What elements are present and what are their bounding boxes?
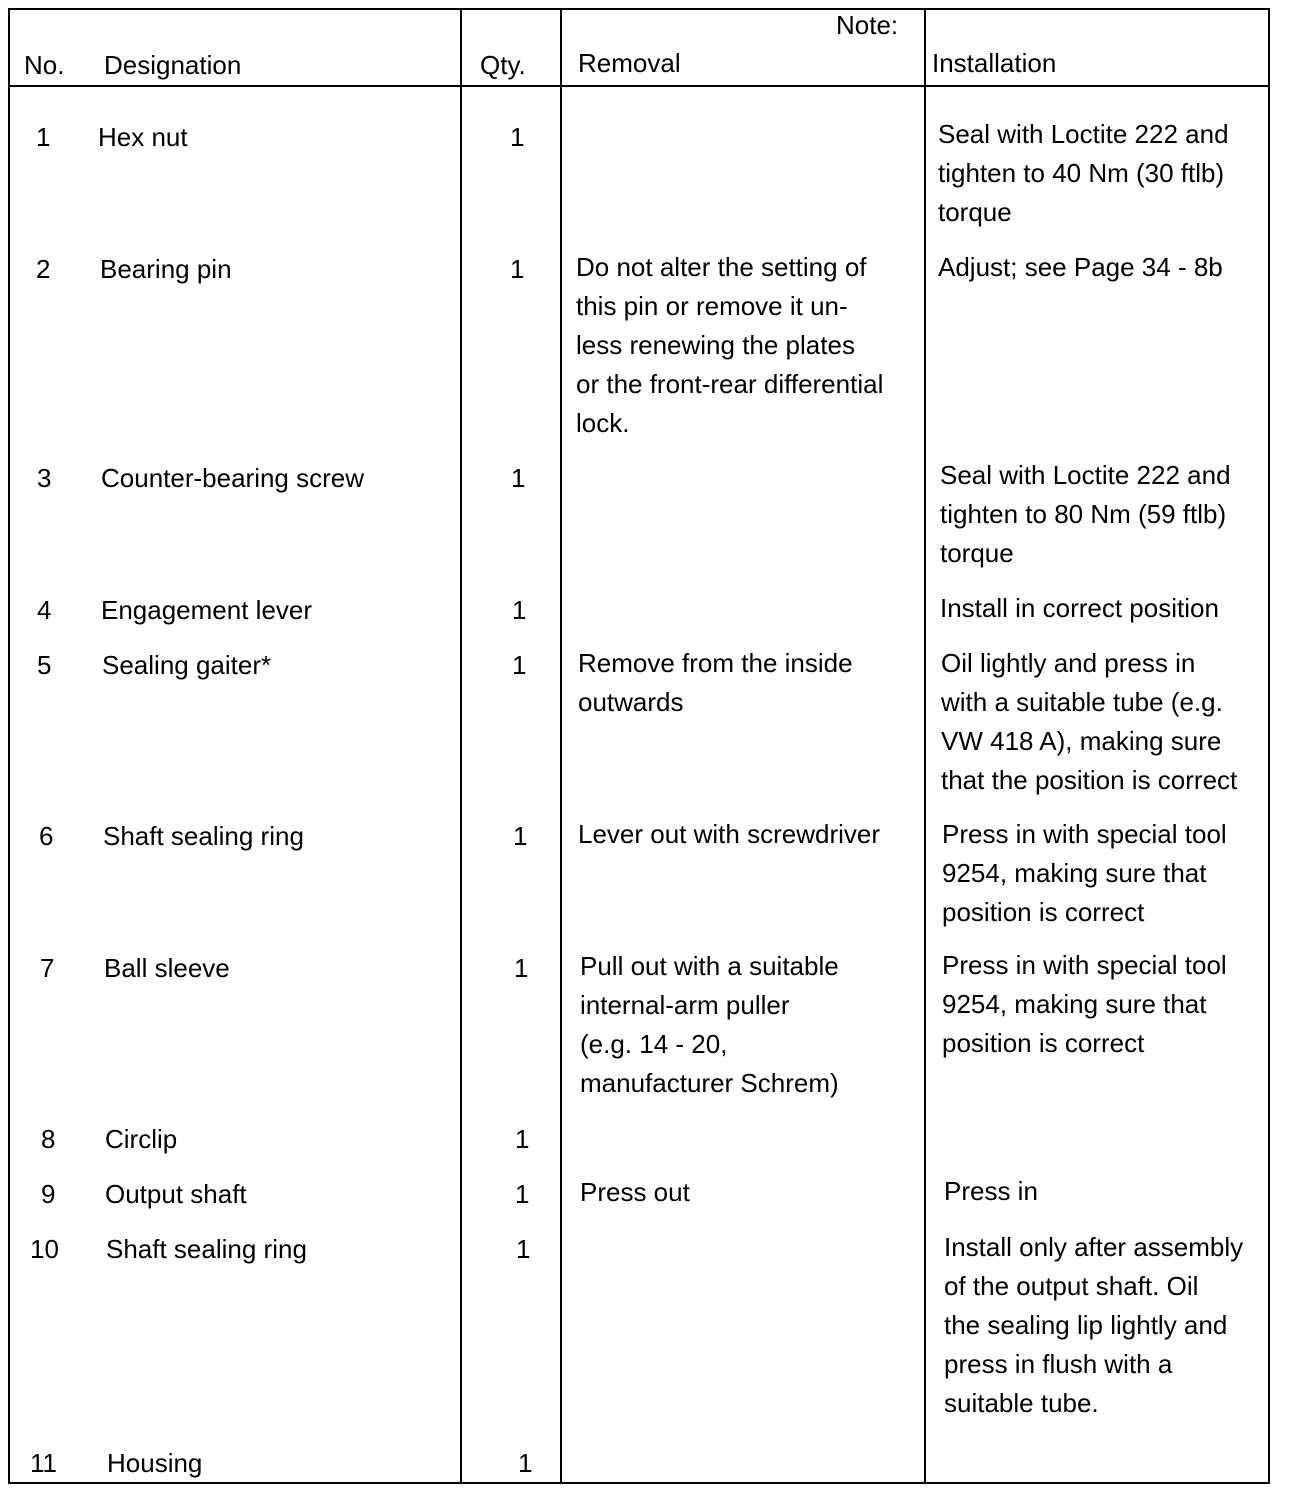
row-number: 11 xyxy=(30,1448,57,1478)
row-number: 2 xyxy=(36,254,51,284)
row-designation: Output shaft xyxy=(105,1179,247,1209)
row-number: 3 xyxy=(37,463,52,493)
row-designation: Sealing gaiter* xyxy=(102,650,272,680)
row-number: 8 xyxy=(41,1124,56,1154)
row-installation: Seal with Loctite 222 and tighten to 40 Nm (30 ftlb) torque xyxy=(938,119,1229,227)
row-installation: Press in xyxy=(944,1176,1038,1206)
column-divider-removal xyxy=(560,8,562,1484)
header-installation: Installation xyxy=(932,48,1057,78)
header-bottom-border xyxy=(8,85,1270,87)
row-designation: Ball sleeve xyxy=(104,953,230,983)
table-top-border xyxy=(8,8,1270,10)
row-installation: Adjust; see Page 34 - 8b xyxy=(938,252,1223,282)
row-qty: 1 xyxy=(510,254,525,284)
row-qty: 1 xyxy=(514,953,529,983)
row-installation: Press in with special tool 9254, making sure that position is correct xyxy=(942,950,1227,1058)
row-removal: Lever out with screwdriver xyxy=(578,819,880,849)
row-installation: Seal with Loctite 222 and tighten to 80 Nm (59 ftlb) torque xyxy=(940,460,1231,568)
row-qty: 1 xyxy=(512,650,527,680)
row-designation: Shaft sealing ring xyxy=(103,821,304,851)
header-designation: Designation xyxy=(104,50,242,80)
row-installation: Install in correct position xyxy=(940,593,1219,623)
row-qty: 1 xyxy=(518,1448,533,1478)
row-qty: 1 xyxy=(510,122,525,152)
row-qty: 1 xyxy=(511,463,526,493)
column-divider-qty xyxy=(460,8,462,1484)
row-number: 10 xyxy=(30,1234,59,1264)
row-number: 7 xyxy=(40,953,55,983)
row-removal: Remove from the inside outwards xyxy=(578,648,853,717)
table-right-border xyxy=(1268,8,1270,1484)
row-designation: Circlip xyxy=(105,1124,178,1154)
row-qty: 1 xyxy=(512,595,527,625)
row-designation: Hex nut xyxy=(98,122,188,152)
row-qty: 1 xyxy=(515,1179,530,1209)
row-removal: Pull out with a suitable internal-arm puller (e.g. 14 - 20, manufacturer Schrem) xyxy=(580,951,839,1098)
row-designation: Bearing pin xyxy=(100,254,232,284)
row-qty: 1 xyxy=(513,821,528,851)
header-qty: Qty. xyxy=(480,50,526,80)
header-note: Note: xyxy=(836,10,899,40)
row-number: 6 xyxy=(39,821,54,851)
row-designation: Shaft sealing ring xyxy=(106,1234,307,1264)
row-number: 1 xyxy=(36,122,51,152)
row-number: 4 xyxy=(37,595,52,625)
row-designation: Housing xyxy=(107,1448,203,1478)
row-number: 5 xyxy=(37,650,52,680)
header-no: No. xyxy=(24,50,65,80)
row-qty: 1 xyxy=(515,1124,530,1154)
row-designation: Counter-bearing screw xyxy=(101,463,365,493)
row-number: 9 xyxy=(41,1179,56,1209)
table-left-border xyxy=(8,8,10,1484)
column-divider-installation xyxy=(924,8,926,1484)
row-removal: Do not alter the setting of this pin or remove it un- less renewing the plates or the front-rear differential lock. xyxy=(576,252,884,438)
row-removal: Press out xyxy=(580,1177,690,1207)
header-removal: Removal xyxy=(578,48,681,78)
row-installation: Install only after assembly of the output shaft. Oil the sealing lip lightly and press in flush with a suitable tube. xyxy=(944,1232,1244,1418)
row-qty: 1 xyxy=(516,1234,531,1264)
row-designation: Engagement lever xyxy=(101,595,313,625)
row-installation: Press in with special tool 9254, making sure that position is correct xyxy=(942,819,1227,927)
row-installation: Oil lightly and press in with a suitable tube (e.g. VW 418 A), making sure that the position is correct xyxy=(941,648,1238,795)
